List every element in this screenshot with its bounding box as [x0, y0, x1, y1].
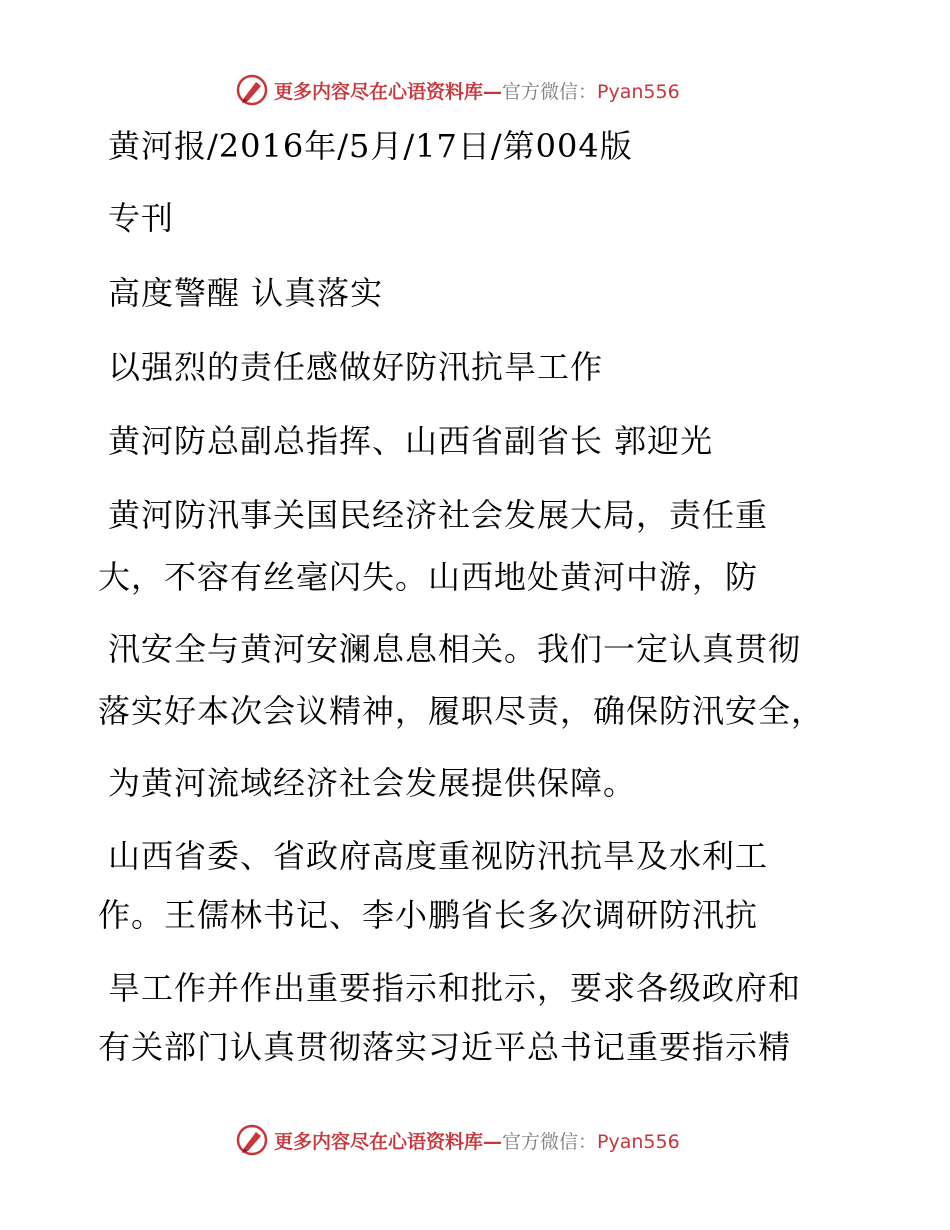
watermark-sub: 官方微信： [502, 1130, 598, 1153]
paragraph-line: 落实好本次会议精神，履职尽责，确保防汛安全， [98, 692, 825, 730]
watermark-dash: — [483, 1130, 503, 1153]
watermark-header [236, 72, 736, 108]
watermark-main: 更多内容尽在心语资料库 [274, 80, 484, 103]
watermark-main: 更多内容尽在心语资料库 [274, 1130, 484, 1153]
paragraph-line: 旱工作并作出重要指示和批示，要求各级政府和 [108, 969, 802, 1007]
pen-logo-icon [236, 74, 268, 106]
paragraph-line: 山西省委、省政府高度重视防汛抗旱及水利工 [108, 837, 769, 875]
watermark-id: Pyan556 [597, 80, 680, 103]
watermark-text [274, 1127, 680, 1154]
paragraph-line: 有关部门认真贯彻落实习近平总书记重要指示精 [98, 1028, 792, 1066]
article-subtitle: 以强烈的责任感做好防汛抗旱工作 [108, 348, 604, 386]
paragraph-line: 作。王儒林书记、李小鹏省长多次调研防汛抗 [98, 896, 759, 934]
paragraph-line: 为黄河流域经济社会发展提供保障。 [108, 764, 637, 802]
paragraph-line: 汛安全与黄河安澜息息相关。我们一定认真贯彻 [108, 630, 802, 668]
paragraph-line: 黄河防汛事关国民经济社会发展大局，责任重 [108, 496, 769, 534]
source-line: 黄河报/2016年/5月/17日/第004版 [108, 127, 633, 165]
watermark-sub: 官方微信： [502, 80, 598, 103]
watermark-id: Pyan556 [597, 1130, 680, 1153]
paragraph-line: 大，不容有丝毫闪失。山西地处黄河中游，防 [98, 558, 759, 596]
watermark-footer [236, 1122, 736, 1158]
article-author: 黄河防总副总指挥、山西省副省长 郭迎光 [108, 422, 714, 460]
article-title: 高度警醒 认真落实 [108, 274, 384, 312]
watermark-dash: — [483, 80, 503, 103]
column-name: 专刊 [108, 199, 175, 237]
pen-logo-icon [236, 1124, 268, 1156]
watermark-text [274, 77, 680, 104]
